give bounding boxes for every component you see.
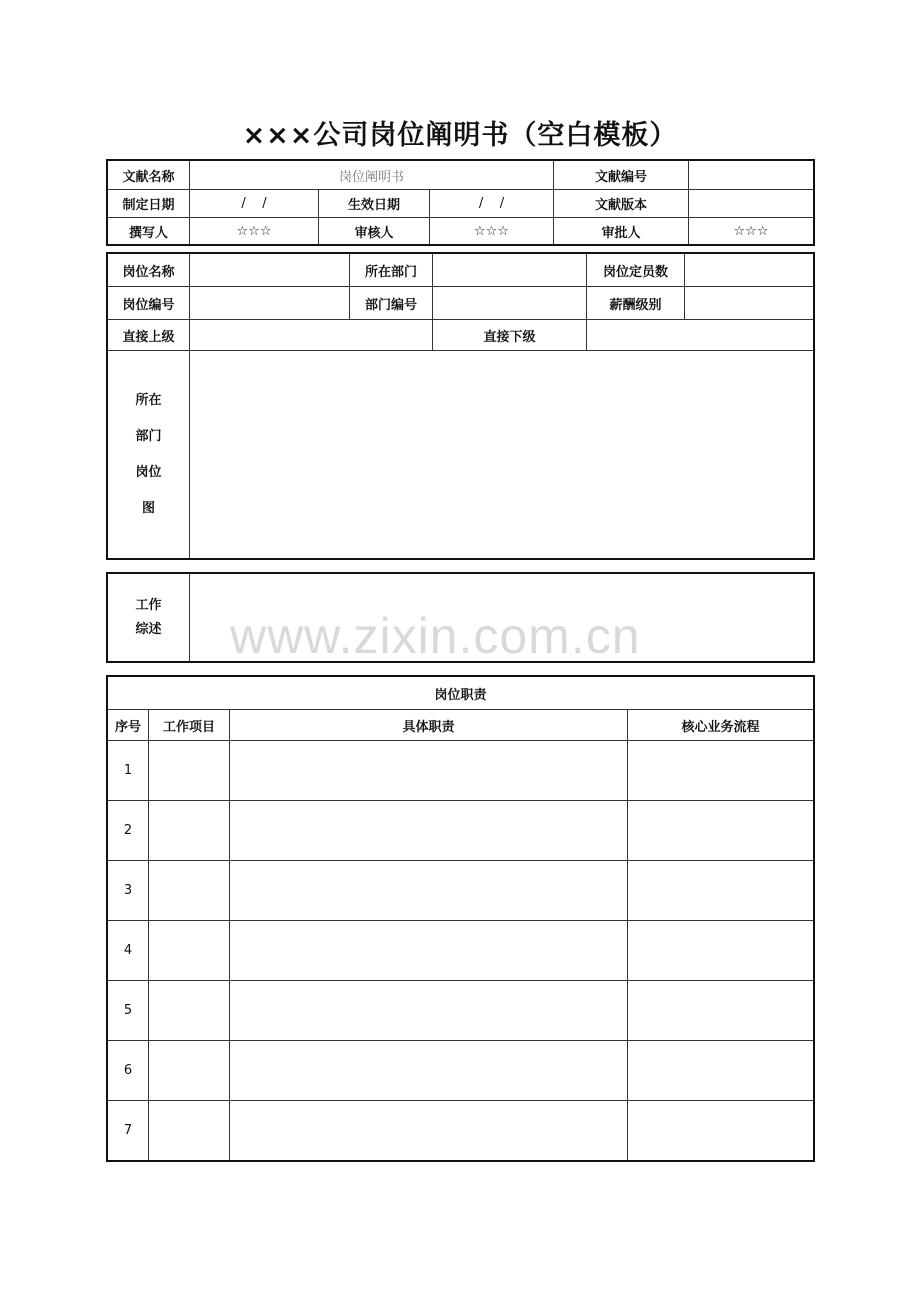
department-label: 所在部门 xyxy=(350,254,433,287)
made-date-field[interactable]: / / xyxy=(190,190,319,218)
page-title: ×××公司岗位阐明书（空白模板） xyxy=(242,120,678,151)
org-chart-label-line: 所在 xyxy=(135,392,162,408)
doc-name-label: 文献名称 xyxy=(108,161,190,190)
approver-field[interactable]: ☆☆☆ xyxy=(689,218,814,245)
position-no-field[interactable] xyxy=(190,287,350,320)
direct-superior-label: 直接上级 xyxy=(108,320,190,351)
work-item-cell[interactable] xyxy=(149,861,230,921)
header-seq: 序号 xyxy=(108,710,149,741)
approver-label: 审批人 xyxy=(554,218,689,245)
core-process-cell[interactable] xyxy=(628,801,814,861)
direct-subordinate-label: 直接下级 xyxy=(433,320,587,351)
version-label: 文献版本 xyxy=(554,190,689,218)
row-number: 2 xyxy=(108,801,149,861)
salary-level-field[interactable] xyxy=(685,287,814,320)
doc-no-label: 文献编号 xyxy=(554,161,689,190)
core-process-cell[interactable] xyxy=(628,981,814,1041)
table-row xyxy=(108,1101,814,1161)
doc-name-field[interactable]: 岗位阐明书 xyxy=(190,161,554,190)
watermark: www.zixin.com.cn xyxy=(230,608,641,664)
reviewer-label: 审核人 xyxy=(319,218,430,245)
row-number: 5 xyxy=(108,981,149,1041)
table-row xyxy=(108,921,814,981)
table-row xyxy=(108,741,814,801)
work-summary-table xyxy=(107,573,814,662)
core-process-cell[interactable] xyxy=(628,921,814,981)
position-info-table xyxy=(107,253,814,559)
org-chart-label xyxy=(108,351,190,559)
org-chart-label-line: 部门 xyxy=(135,428,162,444)
table-row xyxy=(108,1041,814,1101)
duties-section-title: 岗位职责 xyxy=(108,677,814,710)
row-number: 3 xyxy=(108,861,149,921)
work-item-cell[interactable] xyxy=(149,801,230,861)
header-core-process: 核心业务流程 xyxy=(628,710,814,741)
duty-detail-cell[interactable] xyxy=(230,801,628,861)
core-process-cell[interactable] xyxy=(628,861,814,921)
effective-date-field[interactable]: / / xyxy=(430,190,554,218)
table-row xyxy=(108,981,814,1041)
work-item-cell[interactable] xyxy=(149,1101,230,1161)
direct-subordinate-field[interactable] xyxy=(587,320,814,351)
work-summary-label xyxy=(108,574,190,662)
work-summary-area[interactable] xyxy=(190,574,814,662)
header-work-item: 工作项目 xyxy=(149,710,230,741)
work-summary-label-line: 综述 xyxy=(135,621,162,637)
duty-detail-cell[interactable] xyxy=(230,741,628,801)
doc-no-field[interactable] xyxy=(689,161,814,190)
department-no-field[interactable] xyxy=(433,287,587,320)
work-item-cell[interactable] xyxy=(149,1041,230,1101)
duty-detail-cell[interactable] xyxy=(230,981,628,1041)
headcount-field[interactable] xyxy=(685,254,814,287)
row-number: 4 xyxy=(108,921,149,981)
version-field[interactable] xyxy=(689,190,814,218)
row-number: 1 xyxy=(108,741,149,801)
effective-date-label: 生效日期 xyxy=(319,190,430,218)
department-field[interactable] xyxy=(433,254,587,287)
core-process-cell[interactable] xyxy=(628,1101,814,1161)
position-name-label: 岗位名称 xyxy=(108,254,190,287)
department-no-label: 部门编号 xyxy=(350,287,433,320)
work-item-cell[interactable] xyxy=(149,981,230,1041)
work-item-cell[interactable] xyxy=(149,741,230,801)
core-process-cell[interactable] xyxy=(628,741,814,801)
author-field[interactable]: ☆☆☆ xyxy=(190,218,319,245)
work-item-cell[interactable] xyxy=(149,921,230,981)
author-label: 撰写人 xyxy=(108,218,190,245)
org-chart-label-line: 岗位 xyxy=(135,464,162,480)
headcount-label: 岗位定员数 xyxy=(587,254,685,287)
core-process-cell[interactable] xyxy=(628,1041,814,1101)
duty-detail-cell[interactable] xyxy=(230,1041,628,1101)
document-info-table xyxy=(107,160,814,245)
header-duty-detail: 具体职责 xyxy=(230,710,628,741)
duty-detail-cell[interactable] xyxy=(230,861,628,921)
reviewer-field[interactable]: ☆☆☆ xyxy=(430,218,554,245)
org-chart-area[interactable] xyxy=(190,351,814,559)
work-summary-label-line: 工作 xyxy=(135,597,162,613)
org-chart-label-line: 图 xyxy=(141,500,155,516)
position-name-field[interactable] xyxy=(190,254,350,287)
row-number: 6 xyxy=(108,1041,149,1101)
made-date-label: 制定日期 xyxy=(108,190,190,218)
duty-detail-cell[interactable] xyxy=(230,1101,628,1161)
direct-superior-field[interactable] xyxy=(190,320,433,351)
duties-table xyxy=(107,676,814,1161)
salary-level-label: 薪酬级别 xyxy=(587,287,685,320)
table-row xyxy=(108,861,814,921)
table-row xyxy=(108,801,814,861)
row-number: 7 xyxy=(108,1101,149,1161)
position-no-label: 岗位编号 xyxy=(108,287,190,320)
duty-detail-cell[interactable] xyxy=(230,921,628,981)
